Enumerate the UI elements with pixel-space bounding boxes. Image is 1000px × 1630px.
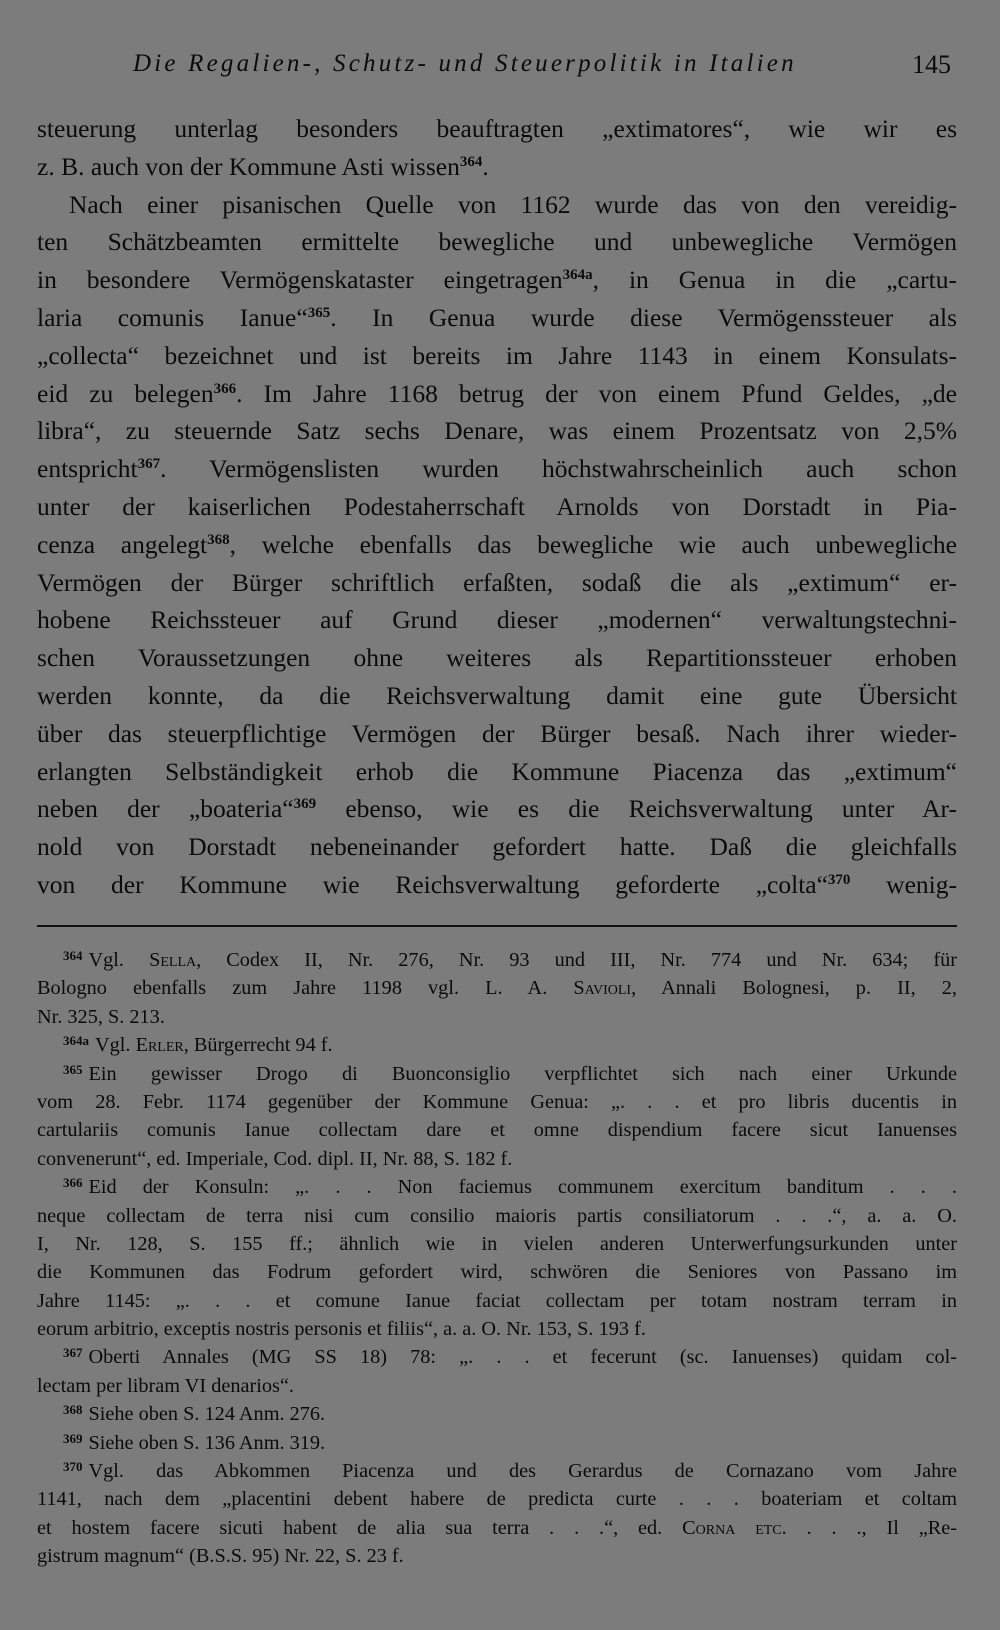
footnote-line: gistrum magnum“ (B.S.S. 95) Nr. 22, S. 23 f. bbox=[37, 1545, 404, 1568]
footnote-line: $^{369}$ Siehe oben S. 136 Anm. 319. bbox=[63, 1430, 326, 1454]
footnote-line: $^{364}$ Vgl. Sella, Codex II, Nr. 276, Nr. 93 und III, Nr. 774 und Nr. 634; für bbox=[63, 948, 957, 971]
footnote-line: convenerunt“, ed. Imperiale, Cod. dipl. II, Nr. 88, S. 182 f. bbox=[37, 1147, 513, 1170]
footnote-line: vom 28. Febr. 1174 gegenüber der Kommune Genua: „. . . et pro libris ducentis in bbox=[37, 1090, 957, 1113]
footnote-line: $^{366}$ Eid der Konsuln: „. . . Non faciemus communem exercitum banditum . . . bbox=[63, 1175, 957, 1199]
footnote-line: die Kommunen das Fodrum gefordert wird, schwören die Seniores von Passano im bbox=[37, 1261, 957, 1284]
footnote-line: lectam per libram VI denarios“. bbox=[37, 1374, 294, 1397]
footnote-line: et hostem facere sicuti habent de alia sua terra . . .“, ed. Corna etc. . . ., Il „Re- bbox=[37, 1516, 957, 1539]
text-line: neben der „boateria“$^{369}$ ebenso, wie es die Reichsverwaltung unter Ar- bbox=[37, 794, 957, 824]
text-line: über das steuerpflichtige Vermögen der Bürger besaß. Nach ihrer wieder- bbox=[37, 718, 957, 748]
footnote-number: 365 bbox=[63, 1061, 83, 1077]
text-line: entspricht$^{367}$. Vermögenslisten wurden höchstwahrscheinlich auch schon bbox=[37, 454, 957, 484]
text-line: steuerung unterlag besonders beauftragten „extimatores“, wie wir es bbox=[37, 114, 957, 143]
text-line: z. B. auch von der Kommune Asti wissen$^{364}$. bbox=[37, 151, 489, 181]
footnote-line: $^{370}$ Vgl. das Abkommen Piacenza und des Gerardus de Cornazano vom Jahre bbox=[63, 1459, 957, 1483]
text-line: erlangten Selbständigkeit erhob die Kommune Piacenza das „extimum“ bbox=[37, 756, 957, 786]
footnote-line: $^{364a}$ Vgl. Erler, Bürgerrecht 94 f. bbox=[63, 1033, 333, 1057]
footnote-number: 370 bbox=[63, 1459, 83, 1475]
text-line: ten Schätzbeamten ermittelte bewegliche und unbewegliche Vermögen bbox=[37, 227, 957, 257]
footnote-line: Nr. 325, S. 213. bbox=[37, 1005, 165, 1028]
footnote-ref[interactable]: 367 bbox=[137, 456, 161, 473]
footnote-ref[interactable]: 364 bbox=[459, 153, 483, 170]
footnote-line: cartulariis comunis Ianue collectam dare et omne dispendium facere sicut Ianuenses bbox=[37, 1119, 957, 1142]
text-line: nold von Dorstadt nebeneinander gefordert hatte. Daß die gleichfalls bbox=[37, 832, 957, 862]
footnote-line: neque collectam de terra nisi cum consilio maioris partis consiliatorum . . .“, a. a. O. bbox=[37, 1204, 957, 1227]
text-line: libra“, zu steuernde Satz sechs Denare, was einem Prozentsatz von 2,5% bbox=[37, 416, 957, 446]
text-line: schen Voraussetzungen ohne weiteres als Repartitionssteuer erhoben bbox=[37, 643, 957, 673]
footnote-line: eorum arbitrio, exceptis nostris personis et filiis“, a. a. O. Nr. 153, S. 193 f. bbox=[37, 1318, 646, 1341]
footnote-number: 367 bbox=[63, 1345, 83, 1361]
footnote-line: 1141, nach dem „placentini debent habere de predicta curte . . . boateriam et coltam bbox=[37, 1488, 957, 1511]
text-line: in besondere Vermögenskataster eingetragen$^{364a}$, in Genua in die „cartu- bbox=[37, 265, 957, 295]
footnote-ref[interactable]: 368 bbox=[207, 531, 230, 548]
footnotes bbox=[37, 946, 957, 1571]
footnote-number: 364a bbox=[63, 1033, 89, 1049]
page-number: 145 bbox=[912, 50, 951, 79]
footnote-ref[interactable]: 369 bbox=[293, 796, 317, 813]
text-line: von der Kommune wie Reichsverwaltung geforderte „colta“$^{370}$ wenig- bbox=[37, 869, 957, 899]
footnote-line: $^{367}$ Oberti Annales (MG SS 18) 78: „. . . et fecerunt (sc. Ianuenses) quidam col- bbox=[63, 1345, 957, 1369]
text-line: „collecta“ bezeichnet und ist bereits im Jahre 1143 in einem Konsulats- bbox=[37, 340, 957, 370]
footnote-number: 369 bbox=[63, 1430, 83, 1446]
main-text bbox=[37, 110, 957, 904]
text-line: laria comunis Ianue“$^{365}$. In Genua wurde diese Vermögenssteuer als bbox=[37, 302, 958, 332]
text-line: cenza angelegt$^{368}$, welche ebenfalls das bewegliche wie auch unbewegliche bbox=[37, 529, 957, 559]
footnote-number: 366 bbox=[63, 1175, 83, 1191]
footnote-line: I, Nr. 128, S. 155 ff.; ähnlich wie in vielen anderen Unterwerfungsurkunden unter bbox=[37, 1232, 957, 1255]
footnote-line: $^{368}$ Siehe oben S. 124 Anm. 276. bbox=[63, 1402, 326, 1426]
footnote-line: Bologno ebenfalls zum Jahre 1198 vgl. L. A. Savioli, Annali Bolognesi, p. II, 2, bbox=[37, 977, 957, 1000]
footnote-divider bbox=[37, 925, 957, 927]
footnote-ref[interactable]: 370 bbox=[827, 871, 851, 888]
footnote-ref[interactable]: 364a bbox=[562, 267, 593, 284]
footnote-number: 364 bbox=[63, 948, 83, 963]
running-head bbox=[0, 44, 1000, 84]
footnote-ref[interactable]: 366 bbox=[213, 380, 237, 397]
text-line: eid zu belegen$^{366}$. Im Jahre 1168 betrug der von einem Pfund Geldes, „de bbox=[37, 378, 957, 408]
text-line: hobene Reichssteuer auf Grund dieser „modernen“ verwaltungstechni- bbox=[37, 605, 957, 635]
text-line: unter der kaiserlichen Podestaherrschaft Arnolds von Dorstadt in Pia- bbox=[37, 491, 957, 521]
text-line: werden konnte, da die Reichsverwaltung damit eine gute Übersicht bbox=[37, 680, 957, 710]
text-line: Vermögen der Bürger schriftlich erfaßten, sodaß die als „extimum“ er- bbox=[37, 567, 957, 597]
footnote-line: Jahre 1145: „. . . et comune Ianue faciat collectam per totam nostram terram in bbox=[37, 1289, 957, 1312]
footnote-number: 368 bbox=[63, 1402, 83, 1418]
running-title: Die Regalien-, Schutz- und Steuerpolitik in Italien bbox=[133, 50, 797, 77]
text-line: Nach einer pisanischen Quelle von 1162 wurde das von den vereidig- bbox=[69, 189, 957, 219]
footnote-ref[interactable]: 365 bbox=[307, 304, 331, 321]
footnote-line: $^{365}$ Ein gewisser Drogo di Buonconsiglio verpflichtet sich nach einer Urkunde bbox=[63, 1061, 957, 1085]
